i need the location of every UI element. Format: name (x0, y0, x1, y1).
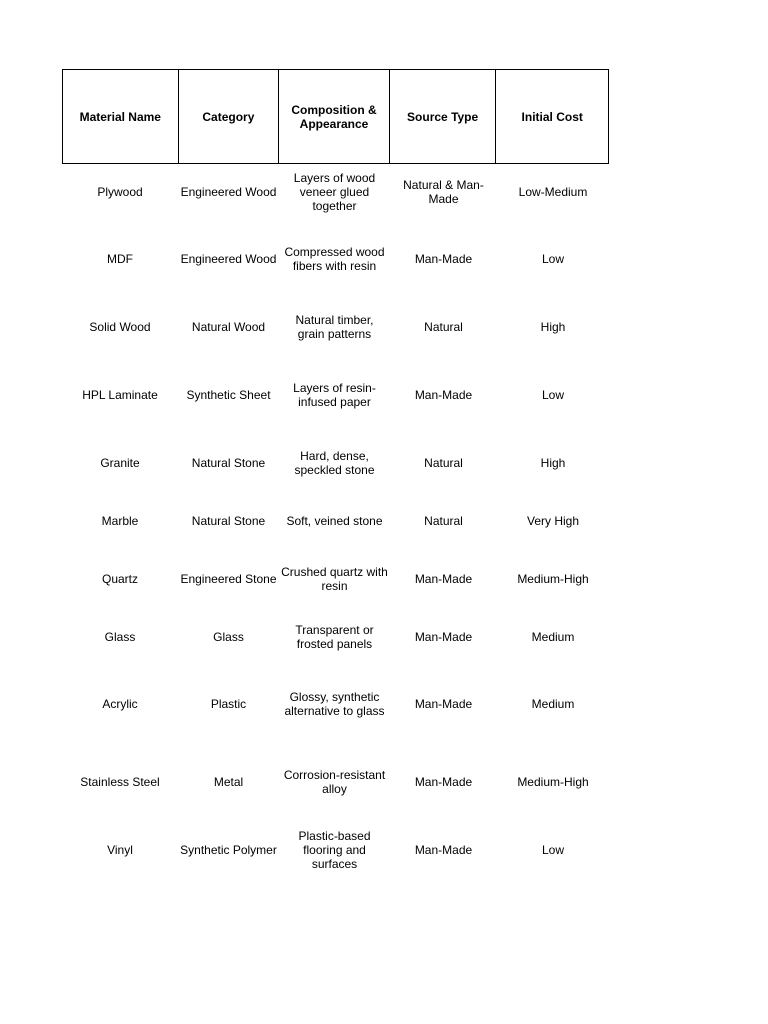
cell-initial-cost: Medium-High (517, 571, 589, 586)
table-row (62, 219, 609, 299)
header-material-name: Material Name (63, 70, 179, 163)
cell-category: Metal (213, 774, 244, 789)
cell-category: Synthetic Polymer (180, 843, 277, 857)
cell-initial-cost: High (540, 320, 566, 334)
cell-composition: Layers of wood veneer glued together (293, 170, 376, 213)
cell-category: Engineered Wood (180, 252, 277, 266)
cell-source-type: Man-Made (414, 387, 473, 402)
materials-table (62, 69, 609, 879)
cell-initial-cost: Very High (526, 513, 580, 528)
header-source-type: Source Type (390, 70, 497, 163)
table-body (62, 164, 609, 879)
cell-material-name: Plywood (97, 184, 143, 199)
cell-composition: Transparent or frosted panels (295, 622, 374, 651)
cell-source-type: Natural & Man-Made (403, 177, 484, 206)
cell-composition: Compressed wood fibers with resin (284, 245, 385, 273)
cell-composition: Crushed quartz with resin (281, 564, 388, 593)
table-row (62, 355, 609, 434)
cell-source-type: Man-Made (414, 629, 473, 644)
cell-category: Synthetic Sheet (186, 387, 271, 402)
cell-initial-cost: Low (541, 843, 564, 857)
cell-composition: Corrosion-resistant alloy (283, 767, 386, 796)
cell-source-type: Natural (424, 455, 463, 470)
cell-material-name: Vinyl (107, 843, 133, 857)
cell-category: Glass (213, 629, 244, 644)
table-row (62, 299, 609, 355)
table-row (62, 550, 609, 607)
cell-material-name: Marble (101, 513, 139, 528)
table-row (62, 666, 609, 742)
header-category: Category (179, 70, 280, 163)
table-row (62, 434, 609, 491)
cell-material-name: HPL Laminate (82, 387, 158, 402)
cell-category: Natural Wood (191, 320, 266, 334)
cell-initial-cost: Low (541, 387, 564, 402)
cell-initial-cost: Low-Medium (518, 184, 588, 199)
cell-composition: Layers of resin-infused paper (293, 380, 376, 409)
table-row (62, 742, 609, 821)
cell-source-type: Man-Made (414, 252, 473, 266)
cell-category: Engineered Wood (180, 184, 277, 199)
cell-initial-cost: Medium (531, 697, 575, 711)
cell-category: Plastic (210, 697, 247, 711)
cell-source-type: Man-Made (414, 774, 473, 789)
cell-initial-cost: Medium (531, 629, 575, 644)
cell-material-name: Glass (104, 629, 136, 644)
cell-source-type: Natural (424, 513, 463, 528)
cell-material-name: Acrylic (102, 697, 138, 711)
header-composition: Composition & Appearance (279, 70, 390, 163)
table-header-row (62, 69, 609, 164)
table-row (62, 821, 609, 879)
cell-composition: Glossy, synthetic alternative to glass (284, 690, 385, 718)
table-row (62, 607, 609, 666)
cell-category: Natural Stone (191, 513, 266, 528)
cell-composition: Soft, veined stone (286, 513, 383, 528)
cell-material-name: Granite (100, 455, 140, 470)
cell-initial-cost: Low (541, 252, 564, 266)
cell-material-name: Quartz (101, 571, 138, 586)
cell-source-type: Man-Made (414, 571, 473, 586)
cell-source-type: Man-Made (414, 843, 473, 857)
header-initial-cost: Initial Cost (521, 109, 583, 124)
table-row (62, 491, 609, 550)
cell-category: Engineered Stone (180, 571, 277, 586)
cell-initial-cost: Medium-High (517, 774, 589, 789)
cell-composition: Hard, dense, speckled stone (294, 448, 375, 477)
cell-category: Natural Stone (191, 455, 266, 470)
cell-source-type: Man-Made (414, 697, 473, 711)
cell-material-name: MDF (107, 252, 133, 266)
cell-composition: Plastic-based flooring and surfaces (298, 829, 371, 871)
cell-initial-cost: High (540, 455, 566, 470)
cell-material-name: Solid Wood (89, 320, 151, 334)
table-row (62, 164, 609, 219)
cell-composition: Natural timber, grain patterns (295, 313, 374, 341)
cell-source-type: Natural (424, 320, 463, 334)
cell-material-name: Stainless Steel (80, 774, 160, 789)
